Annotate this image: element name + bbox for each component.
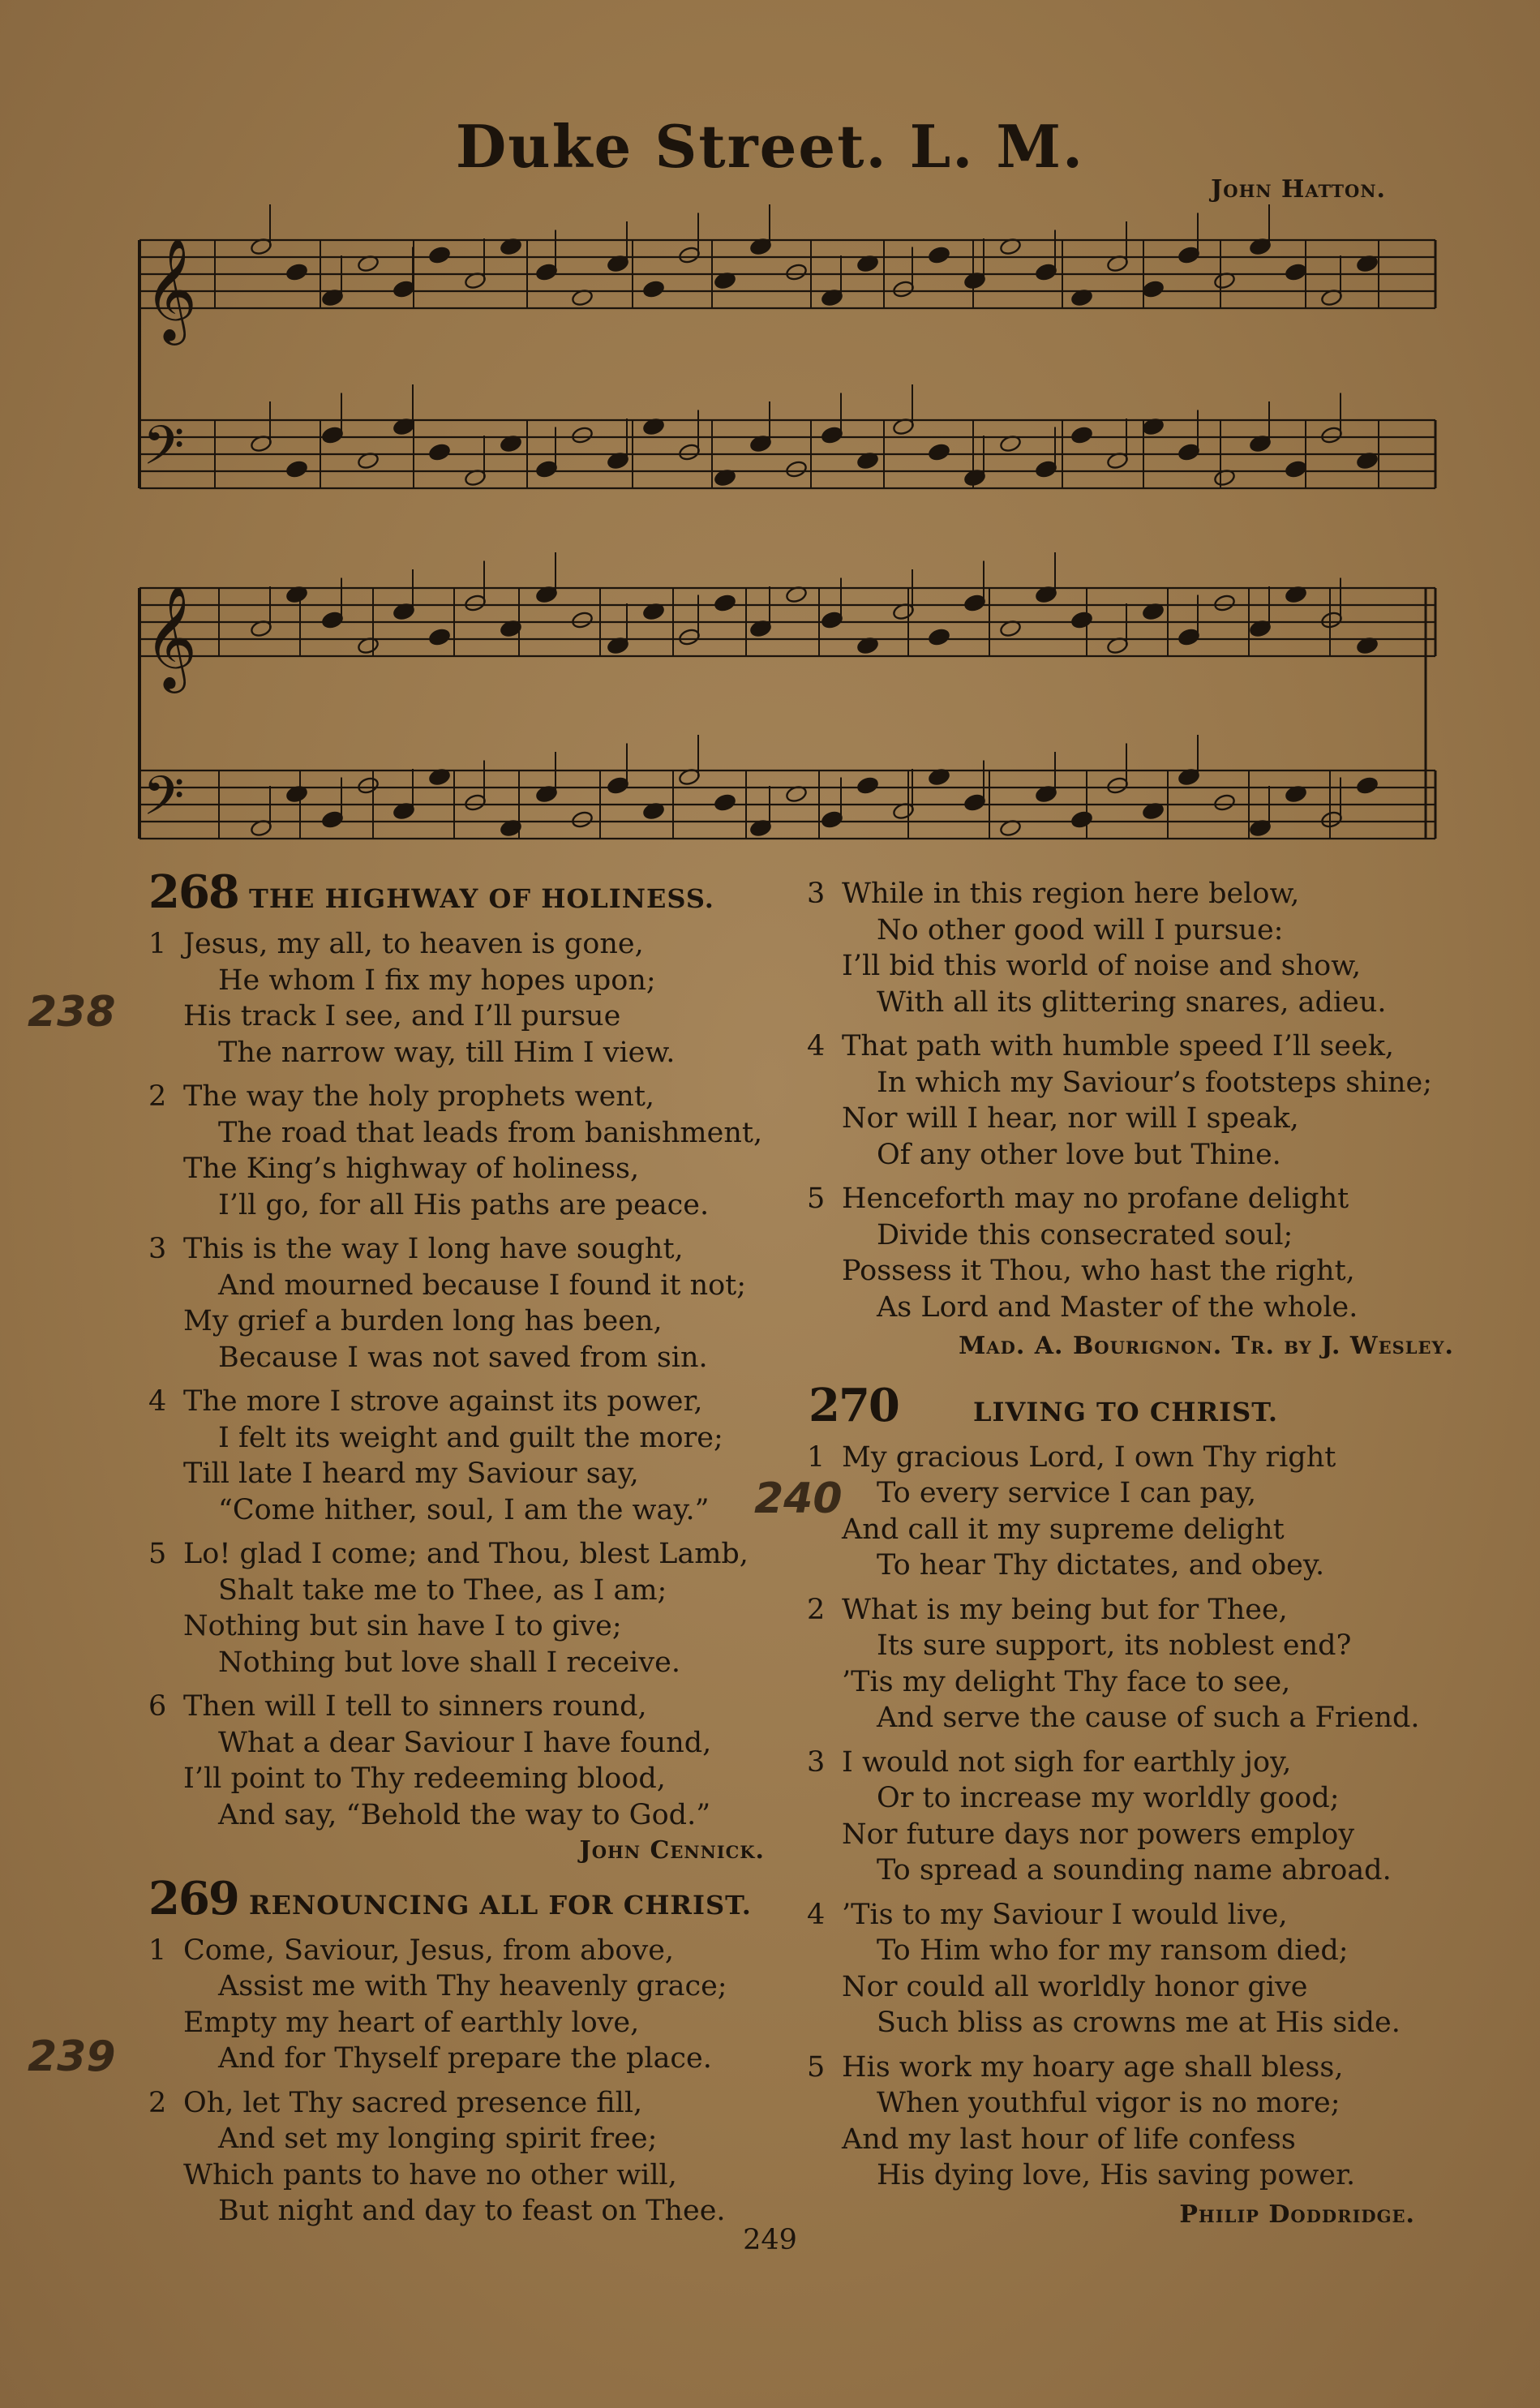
verse-line: His track I see, and I’ll pursue <box>183 1000 621 1032</box>
stanza <box>807 1745 1472 1889</box>
note-head <box>607 776 629 795</box>
verse-line: My grief a burden long has been, <box>183 1305 663 1337</box>
verse-line: Such bliss as crowns me at His side. <box>877 2007 1401 2039</box>
hymn-attribution: John Cennick. <box>579 1836 765 1865</box>
note-head <box>785 263 808 281</box>
bass-clef-icon: 𝄢 <box>143 765 185 840</box>
verse-line: My gracious Lord, I own Thy right <box>842 1440 1336 1474</box>
treble-clef-icon: 𝄞 <box>144 585 198 689</box>
verse-line: When youthful vigor is no more; <box>877 2087 1341 2119</box>
verse-line: Come, Saviour, Jesus, from above, <box>183 1934 675 1967</box>
note-head <box>892 280 915 298</box>
hymn-number: 268 <box>148 865 238 919</box>
hymn-title: LIVING TO CHRIST. <box>973 1396 1279 1427</box>
verse-line: Nor future days nor powers employ <box>842 1818 1355 1851</box>
note-head <box>571 810 594 829</box>
note-head <box>464 793 487 812</box>
verse-line: Jesus, my all, to heaven is gone, <box>183 928 644 960</box>
verse-line: In which my Saviour’s footsteps shine; <box>877 1066 1433 1099</box>
note-head <box>321 611 344 629</box>
tune-title: Duke Street. L. M. <box>455 112 1085 181</box>
verse-line: His dying love, His saving power. <box>877 2159 1356 2191</box>
bass-clef-icon: 𝄢 <box>143 414 185 490</box>
hymn-header-268 <box>148 865 797 926</box>
composer-credit: John Hatton. <box>1211 175 1386 204</box>
verse-line: Oh, let Thy sacred presence fill, <box>183 2086 643 2119</box>
hymn-attribution: Mad. A. Bourignon. Tr. by J. Wesley. <box>959 1332 1454 1360</box>
note-head <box>963 594 986 612</box>
verse-line: “Come hither, soul, I am the way.” <box>218 1493 710 1526</box>
stanza <box>148 1384 797 1528</box>
verse-line: I felt its weight and guilt the more; <box>218 1421 723 1454</box>
verse-line: Nor could all worldly honor give <box>842 1970 1308 2003</box>
verse-line: Which pants to have no other will, <box>183 2158 677 2191</box>
note-head <box>428 443 451 461</box>
verse-line: Nothing but love shall I receive. <box>218 1646 680 1679</box>
note-head <box>1320 426 1343 444</box>
stanza-number: 1 <box>148 928 167 960</box>
hymn-269-stanzas-cont <box>807 876 1472 1325</box>
stanza <box>807 1897 1472 2041</box>
note-head <box>714 793 736 812</box>
verse-line: Of any other love but Thine. <box>877 1138 1281 1171</box>
note-head <box>1213 594 1236 612</box>
verse-line: I’ll go, for all His paths are peace. <box>218 1188 710 1221</box>
hymn-header-269 <box>148 1871 797 1933</box>
note-head <box>1142 280 1165 298</box>
stanza-number: 3 <box>807 878 826 910</box>
note-head <box>571 611 594 629</box>
page-number: 249 <box>743 2224 797 2256</box>
note-head <box>856 776 879 795</box>
note-head <box>1356 776 1379 795</box>
treble-clef-icon: 𝄞 <box>144 237 198 341</box>
note-head <box>321 426 344 444</box>
verse-line: He whom I fix my hopes upon; <box>218 964 656 997</box>
verse-line: To Him who for my ransom died; <box>877 1934 1349 1967</box>
hymn-title: THE HIGHWAY OF HOLINESS. <box>249 883 714 914</box>
note-head <box>1070 611 1093 629</box>
note-head <box>1320 611 1343 629</box>
stanza-number: 1 <box>148 1934 167 1967</box>
stanza-number: 4 <box>807 1898 826 1931</box>
right-column <box>807 876 1472 2233</box>
note-head <box>928 443 950 461</box>
hymn-attribution: Philip Doddridge. <box>1179 2200 1415 2229</box>
note-head <box>714 594 736 612</box>
stanza-number: 5 <box>807 1183 826 1215</box>
verse-line: What is my being but for Thee, <box>842 1593 1288 1626</box>
verse-line: And set my longing spirit free; <box>218 2123 658 2155</box>
verse-line: Empty my heart of earthly love, <box>183 2006 640 2039</box>
note-head <box>1178 628 1200 646</box>
stanza <box>148 1231 797 1376</box>
hymn-title: RENOUNCING ALL FOR CHRIST. <box>249 1889 752 1921</box>
note-head <box>1035 460 1057 479</box>
verse-line: Lo! glad I come; and Thou, blest Lamb, <box>183 1538 749 1570</box>
stanza-number: 2 <box>148 2086 167 2119</box>
verse-line: Because I was not saved from sin. <box>218 1341 708 1374</box>
hymn-268-stanzas <box>148 926 797 1833</box>
verse-line: To hear Thy dictates, and obey. <box>877 1549 1325 1582</box>
note-head <box>428 628 451 646</box>
hymn-269-stanzas <box>148 1933 797 2230</box>
verse-line: And say, “Behold the way to God.” <box>218 1798 711 1831</box>
hymn-number: 270 <box>809 1378 899 1432</box>
verse-line: Shalt take me to Thee, as I am; <box>218 1573 667 1607</box>
stanza-number: 4 <box>807 1030 826 1062</box>
stanza <box>148 1689 797 1833</box>
music-score <box>0 0 1540 876</box>
note-head <box>928 246 950 264</box>
verse-line: Till late I heard my Saviour say, <box>183 1457 639 1490</box>
stanza-number: 3 <box>148 1233 167 1265</box>
note-head <box>428 246 451 264</box>
verse-line: The narrow way, till Him I view. <box>218 1036 676 1069</box>
note-head <box>678 246 701 264</box>
stanza-number: 4 <box>148 1385 167 1418</box>
verse-line: Nor will I hear, nor will I speak, <box>842 1102 1299 1135</box>
verse-line: Possess it Thou, who hast the right, <box>842 1255 1355 1287</box>
hymn-header-270 <box>807 1378 1472 1440</box>
verse-line: His work my hoary age shall bless, <box>842 2050 1344 2084</box>
verse-line: Assist me with Thy heavenly grace; <box>218 1970 727 2002</box>
verse-line: I’ll bid this world of noise and show, <box>842 950 1362 982</box>
stanza-number: 5 <box>807 2050 826 2084</box>
verse-line: Or to increase my worldly good; <box>877 1782 1340 1814</box>
note-head <box>1070 810 1093 829</box>
note-head <box>1035 263 1057 281</box>
stanza-number: 1 <box>807 1440 826 1474</box>
verse-line: With all its glittering snares, adieu. <box>877 985 1387 1019</box>
stanza <box>148 1079 797 1223</box>
verse-line: The road that leads from banishment, <box>218 1116 763 1149</box>
note-head <box>1106 776 1129 795</box>
note-head <box>821 426 843 444</box>
verse-line: To spread a sounding name abroad. <box>877 1854 1392 1886</box>
verse-line: I would not sigh for earthly joy, <box>842 1745 1292 1779</box>
note-head <box>821 810 843 829</box>
note-head <box>285 263 308 281</box>
verse-line: And call it my supreme delight <box>842 1513 1285 1546</box>
note-head <box>1320 810 1343 829</box>
note-head <box>678 443 701 461</box>
note-head <box>821 611 843 629</box>
note-head <box>642 280 665 298</box>
note-head <box>1285 460 1307 479</box>
stanza <box>148 1933 797 2077</box>
verse-line: And my last hour of life confess <box>842 2123 1296 2156</box>
stanza <box>148 1536 797 1680</box>
note-head <box>1178 246 1200 264</box>
margin-note-handwritten: 239 <box>28 2032 116 2081</box>
hymn-number: 269 <box>148 1871 238 1925</box>
stanza <box>807 1592 1472 1736</box>
verse-line: That path with humble speed I’ll seek, <box>842 1030 1395 1062</box>
stanza-number: 3 <box>807 1745 826 1779</box>
verse-line: As Lord and Master of the whole. <box>877 1290 1358 1324</box>
verse-line: Nothing but sin have I to give; <box>183 1610 622 1642</box>
note-head <box>464 594 487 612</box>
verse-line: The more I strove against its power, <box>183 1385 703 1418</box>
verse-line: This is the way I long have sought, <box>183 1233 684 1265</box>
stanza <box>148 926 797 1071</box>
verse-line: While in this region here below, <box>842 878 1300 910</box>
note-head <box>1070 426 1093 444</box>
note-head <box>357 776 380 795</box>
verse-line: The King’s highway of holiness, <box>183 1152 640 1185</box>
margin-note-handwritten: 240 <box>754 1474 843 1523</box>
stanza-number: 6 <box>148 1690 167 1723</box>
verse-line: But night and day to feast on Thee. <box>218 2195 726 2227</box>
verse-line: To every service I can pay, <box>877 1477 1257 1509</box>
stanza <box>807 1028 1472 1173</box>
staff-systems <box>139 204 1435 840</box>
verse-line: Henceforth may no profane delight <box>842 1183 1349 1215</box>
verse-line: The way the holy prophets went, <box>183 1080 655 1113</box>
stanza-number: 2 <box>148 1080 167 1113</box>
note-head <box>535 263 558 281</box>
stanza-number: 5 <box>148 1538 167 1570</box>
note-head <box>1178 443 1200 461</box>
verse-line: I’ll point to Thy redeeming blood, <box>183 1762 666 1795</box>
hymn-270-stanzas <box>807 1440 1472 2194</box>
verse-line: And for Thyself prepare the place. <box>218 2042 712 2075</box>
note-head <box>928 628 950 646</box>
note-head <box>393 280 415 298</box>
stanza <box>807 1440 1472 1584</box>
note-head <box>535 460 558 479</box>
note-head <box>785 460 808 479</box>
note-head <box>1285 263 1307 281</box>
note-head <box>571 426 594 444</box>
verse-line: No other good will I pursue: <box>877 913 1284 946</box>
left-column <box>148 865 797 2238</box>
verse-line: Then will I tell to sinners round, <box>183 1690 647 1723</box>
stanza-number: 2 <box>807 1593 826 1626</box>
stanza <box>148 2085 797 2230</box>
note-head <box>321 810 344 829</box>
note-head <box>285 460 308 479</box>
verse-line: Divide this consecrated soul; <box>877 1218 1293 1251</box>
stanza <box>807 876 1472 1020</box>
verse-line: And serve the cause of such a Friend. <box>877 1702 1420 1734</box>
verse-line: And mourned because I found it not; <box>218 1268 747 1302</box>
verse-line: ’Tis my delight Thy face to see, <box>842 1665 1291 1698</box>
note-head <box>963 793 986 812</box>
note-head <box>1213 793 1236 812</box>
verse-line: ’Tis to my Saviour I would live, <box>842 1898 1288 1931</box>
stanza <box>807 2050 1472 2194</box>
margin-note-handwritten: 238 <box>28 988 116 1037</box>
note-head <box>678 628 701 646</box>
verse-line: What a dear Saviour I have found, <box>218 1726 712 1759</box>
stanza <box>807 1181 1472 1325</box>
verse-line: Its sure support, its noblest end? <box>877 1629 1352 1662</box>
